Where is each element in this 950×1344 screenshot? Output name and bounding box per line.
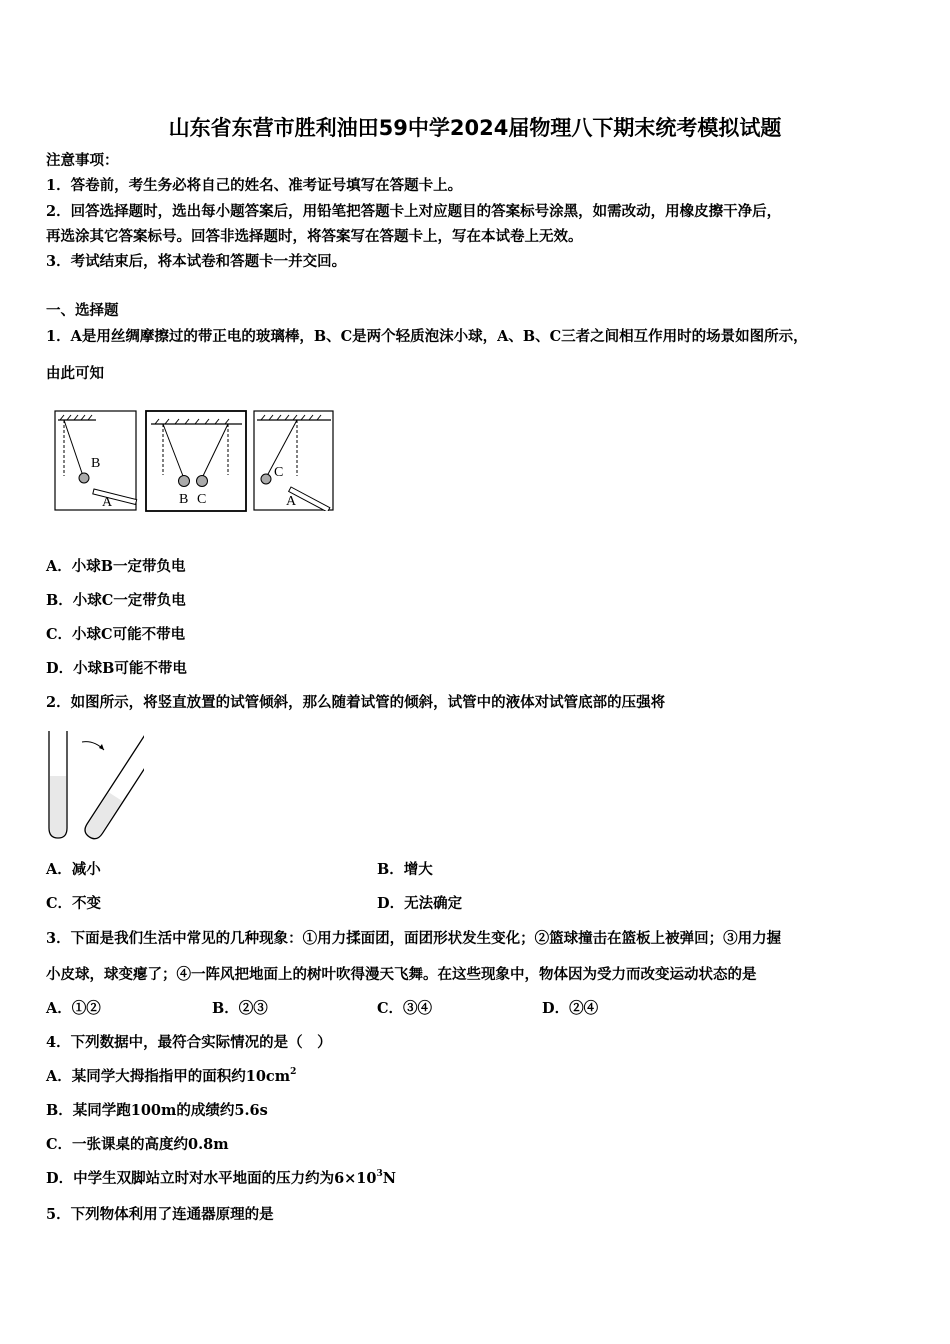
q2-option-b: B．增大	[377, 861, 433, 878]
q1-fig2-label-c: C	[197, 492, 207, 507]
q1-fig3-label-a: A	[286, 494, 297, 509]
q4-option-a-text: A．某同学大拇指指甲的面积约10cm	[46, 1068, 291, 1085]
q1-option-d: D．小球B可能不带电	[46, 660, 187, 677]
q3-stem-cont: 小皮球，球变瘪了；④一阵风把地面上的树叶吹得漫天飞舞。在这些现象中，物体因为受力而改变运动状态的是	[46, 966, 757, 983]
q3-option-a: A．①②	[46, 1000, 101, 1017]
q4-option-d-exponent: 3	[376, 1169, 383, 1179]
q1-figure-2	[145, 410, 248, 513]
q4-option-a-exponent: 2	[290, 1067, 297, 1077]
q2-test-tube-figure	[44, 728, 144, 843]
q4-option-d-unit: N	[382, 1170, 397, 1187]
q3-option-b: B．②③	[212, 1000, 268, 1017]
q1-figure-1	[54, 410, 138, 511]
q4-stem: 4．下列数据中，最符合实际情况的是（ ）	[46, 1034, 332, 1051]
q1-fig1-label-a: A	[102, 495, 113, 510]
q1-figure-3	[253, 410, 335, 511]
q2-option-c: C．不变	[46, 895, 102, 912]
notice-item-2-cont: 再选涂其它答案标号。回答非选择题时，将答案写在答题卡上，写在本试卷上无效。	[46, 228, 583, 245]
q3-stem: 3．下面是我们生活中常见的几种现象：①用力揉面团，面团形状发生变化；②篮球撞击在篮板上被弹回；③用力握	[46, 930, 782, 947]
q2-stem: 2．如图所示，将竖直放置的试管倾斜，那么随着试管的倾斜，试管中的液体对试管底部的压强将	[46, 694, 666, 711]
q4-option-d-text: D．中学生双脚站立时对水平地面的压力约为6×10	[46, 1170, 377, 1187]
q5-stem: 5．下列物体利用了连通器原理的是	[46, 1206, 274, 1223]
q4-option-c: C．一张课桌的高度约0.8m	[46, 1136, 229, 1153]
q1-fig2-label-b: B	[179, 492, 189, 507]
notice-item-3: 3．考试结束后，将本试卷和答题卡一并交回。	[46, 253, 347, 270]
notice-item-1: 1．答卷前，考生务必将自己的姓名、准考证号填写在答题卡上。	[46, 177, 463, 194]
q1-stem: 1．A是用丝绸摩擦过的带正电的玻璃棒，B、C是两个轻质泡沫小球，A、B、C三者之间相互作用时的场景如图所示，	[46, 328, 808, 345]
q4-option-d	[46, 1169, 396, 1189]
q1-option-a: A．小球B一定带负电	[46, 558, 186, 575]
page-title: 山东省东营市胜利油田59中学2024届物理八下期末统考模拟试题	[168, 116, 782, 140]
q2-option-a: A．减小	[46, 861, 101, 878]
q4-option-a	[46, 1067, 296, 1087]
notice-item-2: 2．回答选择题时，选出每小题答案后，用铅笔把答题卡上对应题目的答案标号涂黑，如需改动，用橡皮擦干净后，	[46, 203, 782, 220]
q1-option-c: C．小球C可能不带电	[46, 626, 186, 643]
q1-fig1-label-b: B	[91, 456, 101, 471]
notice-heading: 注意事项：	[46, 152, 119, 169]
q3-option-d: D．②④	[542, 1000, 599, 1017]
q1-fig3-label-c: C	[274, 465, 284, 480]
q3-option-c: C．③④	[377, 1000, 433, 1017]
q1-stem-cont: 由此可知	[46, 365, 104, 382]
q1-option-b: B．小球C一定带负电	[46, 592, 186, 609]
section-heading: 一、选择题	[46, 302, 119, 319]
q2-option-d: D．无法确定	[377, 895, 463, 912]
q4-option-b: B．某同学跑100m的成绩约5.6s	[46, 1102, 268, 1119]
